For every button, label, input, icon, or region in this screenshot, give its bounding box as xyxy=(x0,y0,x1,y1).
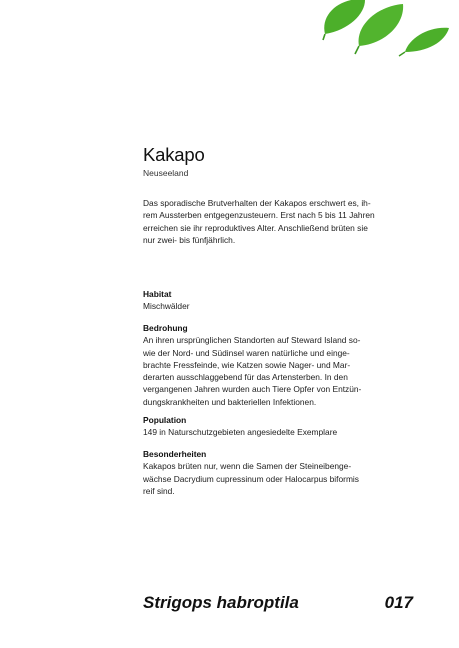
intro-line: erreichen sie ihr reproduktives Alter. Anschließend brüten sie xyxy=(143,222,368,233)
notes-line: Kakapos brüten nur, wenn die Samen der Steineibenge- xyxy=(143,461,352,472)
page-title: Kakapo xyxy=(143,144,205,165)
decorative-leaves xyxy=(299,0,459,70)
population-section xyxy=(143,414,383,439)
habitat-value: Mischwälder xyxy=(143,301,190,312)
threat-line: An ihren ursprünglichen Standorten auf Steward Island so- xyxy=(143,335,361,346)
page-footer xyxy=(143,593,413,613)
threat-label: Bedrohung xyxy=(143,323,188,333)
leaf-icon xyxy=(323,0,365,40)
threat-line: brachte Fressfeinde, wie Katzen sowie Nager- und Mar- xyxy=(143,359,351,370)
threat-line: dungskrankheiten und bakteriellen Infektionen. xyxy=(143,396,317,407)
threat-line: wie der Nord- und Südinsel waren natürliche und einge- xyxy=(143,347,350,358)
notes-label: Besonderheiten xyxy=(143,449,207,459)
intro-line: Das sporadische Brutverhalten der Kakapos erschwert es, ih- xyxy=(143,198,371,208)
page-number: 017 xyxy=(384,593,413,612)
leaf-icon xyxy=(355,4,403,54)
population-value: 149 in Naturschutzgebieten angesiedelte Exemplare xyxy=(143,427,338,438)
notes-section xyxy=(143,448,383,497)
threat-section xyxy=(143,322,383,408)
intro-line: nur zwei- bis fünfjährlich. xyxy=(143,234,236,245)
intro-paragraph xyxy=(143,197,383,246)
threat-line: derarten ausschlaggebend für das Artensterben. In den xyxy=(143,372,348,383)
notes-line: reif sind. xyxy=(143,485,175,496)
notes-line: wächse Dacrydium cupressinum oder Halocarpus biformis xyxy=(143,473,359,484)
habitat-section xyxy=(143,288,383,313)
habitat-label: Habitat xyxy=(143,289,172,299)
intro-line: rem Aussterben entgegenzusteuern. Erst nach 5 bis 11 Jahren xyxy=(143,210,375,221)
population-label: Population xyxy=(143,415,187,425)
threat-line: vergangenen Jahren wurden auch Tiere Opfer von Entzün- xyxy=(143,384,362,395)
region-subtitle: Neuseeland xyxy=(143,168,189,178)
leaf-icon xyxy=(399,28,449,56)
scientific-name: Strigops habroptila xyxy=(143,593,299,612)
